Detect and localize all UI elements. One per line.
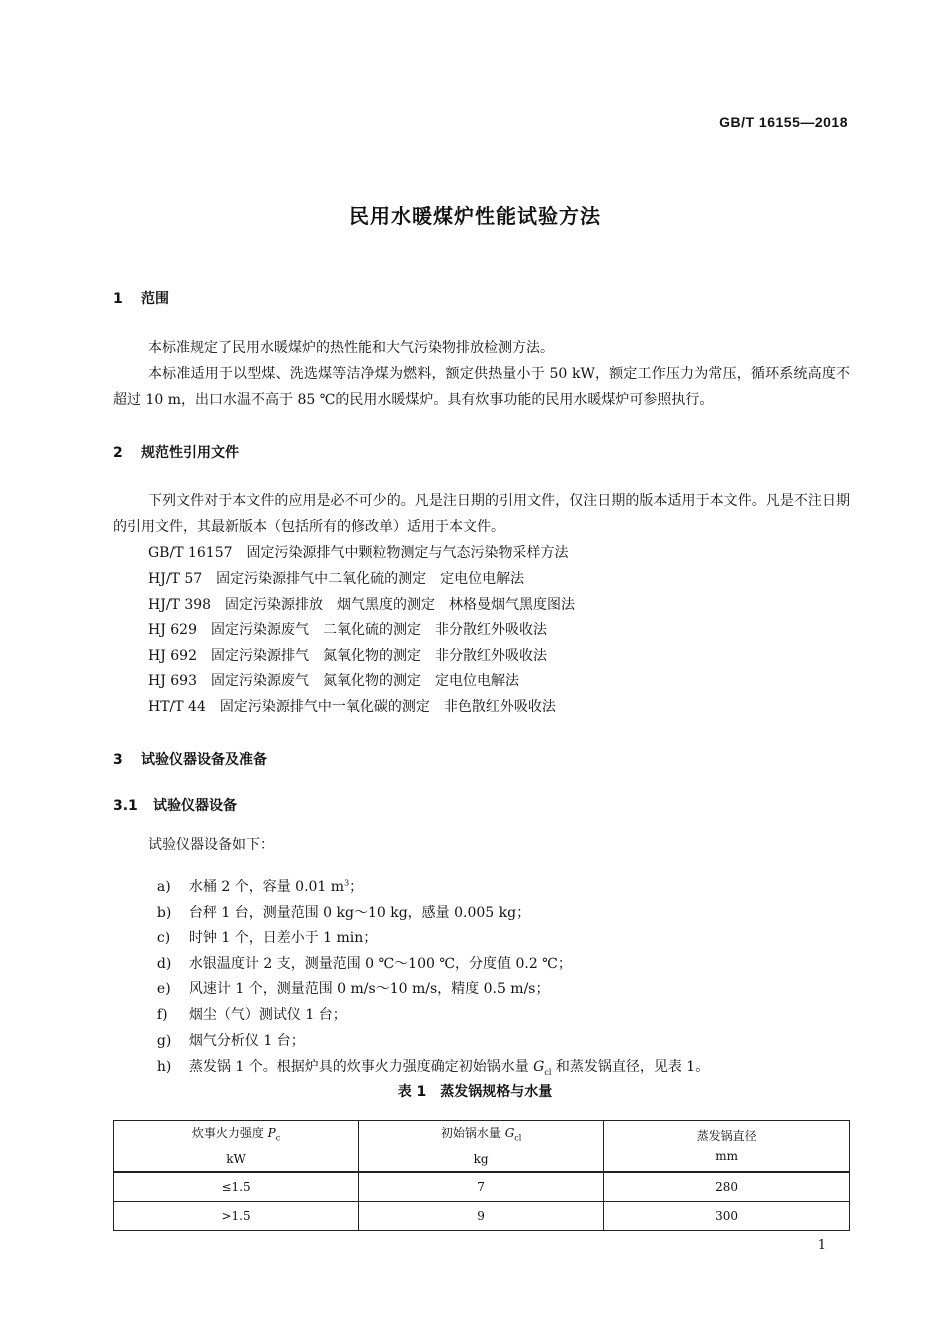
header-name: 炊事火力强度 xyxy=(191,1126,268,1141)
reference-item: HJ/T 57 固定污染源排气中二氧化硫的测定 定电位电解法 xyxy=(148,571,525,587)
reference-item: HJ 629 固定污染源废气 二氧化硫的测定 非分散红外吸收法 xyxy=(148,622,547,638)
reference-item: GB/T 16157 固定污染源排气中颗粒物测定与气态污染物采样方法 xyxy=(148,545,569,561)
table-row xyxy=(114,1172,850,1202)
item-text: 水桶 2 个，容量 0.01 m xyxy=(188,879,345,895)
section-2-paragraph-1: 下列文件对于本文件的应用是必不可少的。凡是注日期的引用文件，仅注日期的版本适用于本文件。凡是不注日期的引用文件，其最新版本（包括所有的修改单）适用于本文件。 xyxy=(113,493,850,535)
item-label: a) xyxy=(156,879,171,895)
table-cell: 280 xyxy=(604,1172,850,1202)
item-label: d) xyxy=(156,956,172,972)
section-1-paragraph-2: 本标准适用于以型煤、洗选煤等洁净煤为燃料，额定供热量小于 50 kW，额定工作压力为常压，循环系统高度不超过 10 m，出口水温不高于 85 ℃的民用水暖煤炉。具有炊事功能的民用水暖煤炉可参照执行。 xyxy=(113,366,850,408)
section-number: 3 xyxy=(113,752,123,768)
item-text-end: ； xyxy=(349,879,364,895)
reference-item: HT/T 44 固定污染源排气中一氧化碳的测定 非色散红外吸收法 xyxy=(148,699,556,715)
section-title: 范围 xyxy=(141,291,169,307)
document-title: 民用水暖煤炉性能试验方法 xyxy=(349,204,601,228)
section-3-1-heading xyxy=(113,795,237,815)
header-cell xyxy=(114,1121,359,1173)
header-unit: kg xyxy=(473,1151,489,1166)
table-row xyxy=(114,1202,850,1231)
item-text-end: 和蒸发锅直径，见表 1。 xyxy=(551,1059,710,1075)
item-label: c) xyxy=(156,930,171,946)
item-label: g) xyxy=(156,1033,172,1049)
section-number: 3.1 xyxy=(113,798,138,814)
section-title: 试验仪器设备 xyxy=(153,798,237,814)
header-unit: kW xyxy=(226,1151,246,1166)
equipment-item xyxy=(148,1040,709,1077)
table-header-row xyxy=(114,1121,850,1173)
variable-symbol: P xyxy=(267,1126,276,1141)
item-label: e) xyxy=(156,981,171,997)
header-name: 初始锅水量 xyxy=(440,1126,505,1141)
section-number: 1 xyxy=(113,291,123,307)
subscript: cl xyxy=(514,1133,522,1143)
section-2-heading xyxy=(113,442,239,462)
reference-item: HJ 693 固定污染源废气 氮氧化物的测定 定电位电解法 xyxy=(148,673,519,689)
page-number: 1 xyxy=(817,1238,826,1253)
table-caption: 表 1 蒸发锅规格与水量 xyxy=(397,1084,553,1100)
item-text: 台秤 1 台，测量范围 0 kg～10 kg，感量 0.005 kg； xyxy=(188,905,531,921)
reference-item: HJ 692 固定污染源排气 氮氧化物的测定 非分散红外吸收法 xyxy=(148,648,547,664)
section-1-paragraph-1: 本标准规定了民用水暖煤炉的热性能和大气污染物排放检测方法。 xyxy=(148,340,554,356)
table-cell: 9 xyxy=(359,1202,604,1231)
item-label: f) xyxy=(156,1007,168,1023)
table-cell: ≤1.5 xyxy=(114,1172,359,1202)
reference-item: HJ/T 398 固定污染源排放 烟气黑度的测定 林格曼烟气黑度图法 xyxy=(148,597,576,613)
subscript: c xyxy=(275,1133,281,1143)
item-label: b) xyxy=(156,905,172,921)
section-3-heading xyxy=(113,749,267,769)
item-text: 时钟 1 个，日差小于 1 min； xyxy=(188,930,378,946)
subscript: cl xyxy=(544,1067,552,1077)
table-cell: >1.5 xyxy=(114,1202,359,1231)
item-text: 烟尘（气）测试仪 1 台； xyxy=(188,1007,347,1023)
spec-table xyxy=(113,1120,850,1231)
section-number: 2 xyxy=(113,445,123,461)
section-title: 规范性引用文件 xyxy=(141,445,239,461)
header-cell xyxy=(359,1121,604,1173)
table-cell: 7 xyxy=(359,1172,604,1202)
section-1-heading xyxy=(113,288,169,308)
item-text: 烟气分析仪 1 台； xyxy=(188,1033,305,1049)
section-title: 试验仪器设备及准备 xyxy=(141,752,267,768)
variable-symbol: G xyxy=(504,1126,515,1141)
standard-code: GB/T 16155—2018 xyxy=(719,114,848,130)
item-label: h) xyxy=(156,1059,172,1075)
header-unit: mm xyxy=(715,1149,738,1163)
item-text: 水银温度计 2 支，测量范围 0 ℃～100 ℃，分度值 0.2 ℃； xyxy=(188,956,572,972)
item-text: 蒸发锅 1 个。根据炉具的炊事火力强度确定初始锅水量 xyxy=(188,1059,534,1075)
equipment-intro: 试验仪器设备如下： xyxy=(148,837,274,853)
superscript: 3 xyxy=(344,878,350,888)
header-cell xyxy=(604,1121,850,1173)
item-text: 风速计 1 个，测量范围 0 m/s～10 m/s，精度 0.5 m/s； xyxy=(188,981,550,997)
variable-symbol: G xyxy=(533,1059,545,1075)
table-cell: 300 xyxy=(604,1202,850,1231)
header-name: 蒸发锅直径 xyxy=(696,1129,757,1143)
